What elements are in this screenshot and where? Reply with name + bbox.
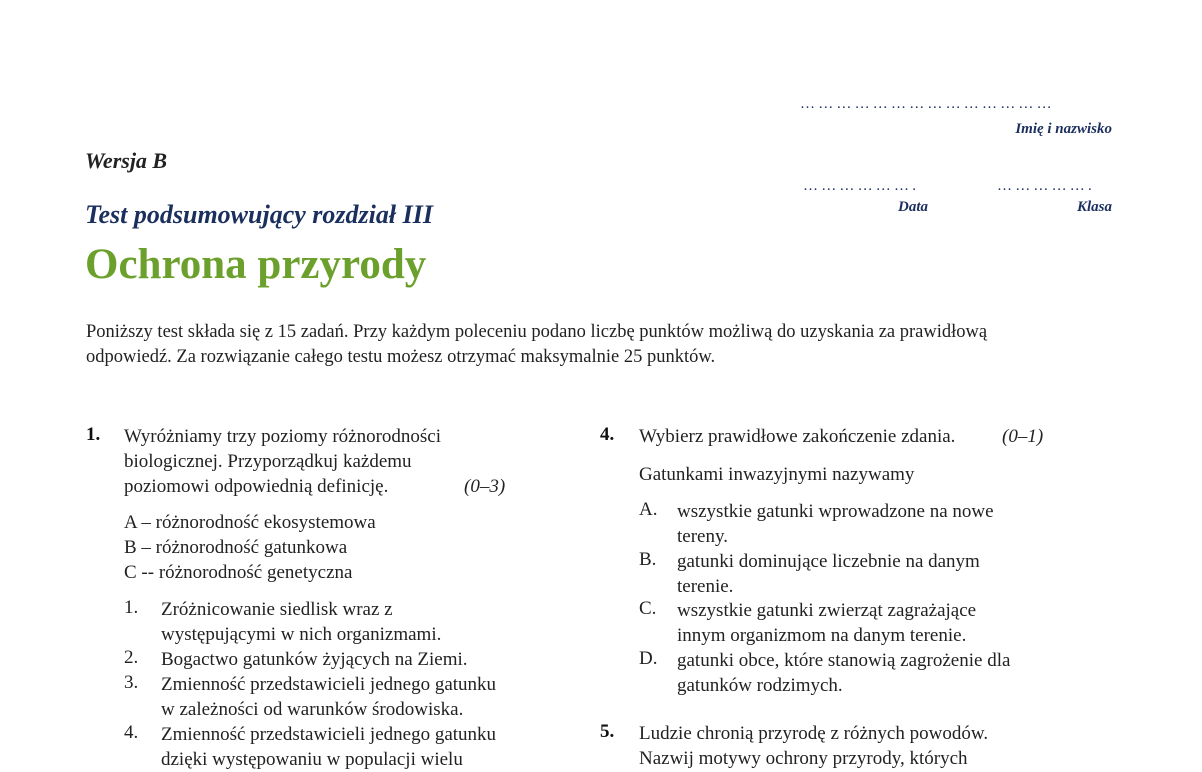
question-1-text: poziomowi odpowiednią definicję.: [124, 476, 389, 497]
question-1-item-number: 1.: [124, 597, 139, 618]
question-5-number: 5.: [600, 721, 615, 742]
question-1-item-number: 3.: [124, 672, 139, 693]
question-1-item-number: 4.: [124, 722, 139, 743]
question-4-option-text: wszystkie gatunki zwierząt zagrażające: [677, 600, 977, 621]
question-1-number: 1.: [86, 424, 101, 445]
test-subtitle: Test podsumowujący rozdział III: [85, 200, 433, 229]
question-4-option-text: gatunków rodzimych.: [677, 675, 843, 696]
name-dotted-line[interactable]: ……………………………………: [800, 96, 1055, 112]
question-1-item-text: dzięki występowaniu w populacji wielu: [161, 749, 463, 770]
question-1-points: (0–3): [464, 476, 506, 497]
question-4-number: 4.: [600, 424, 615, 445]
question-1-option: A – różnorodność ekosystemowa: [124, 512, 376, 533]
class-label: Klasa: [1076, 199, 1112, 215]
question-4-points: (0–1): [1002, 426, 1044, 447]
question-1-item-text: Bogactwo gatunków żyjących na Ziemi.: [161, 649, 468, 670]
question-4-text: Wybierz prawidłowe zakończenie zdania.: [639, 426, 956, 447]
question-1-item-text: Zmienność przedstawicieli jednego gatunku: [161, 724, 497, 745]
question-1-text: Wyróżniamy trzy poziomy różnorodności: [124, 426, 442, 447]
question-1-item-text: występującymi w nich organizmami.: [161, 624, 442, 645]
class-dotted-line[interactable]: …………….: [997, 178, 1095, 194]
intro-paragraph: Poniższy test składa się z 15 zadań. Przy każdym poleceniu podano liczbę punktów możliwą do uzyskania za prawidłową odpowiedź. Za rozwiązanie całego testu możesz otrzymać maksymalnie 25 punktów.: [86, 322, 988, 367]
question-4-option-letter: C.: [639, 598, 657, 619]
question-4-option-text: tereny.: [677, 526, 728, 547]
question-1-text: biologicznej. Przyporządkuj każdemu: [124, 451, 412, 472]
question-4-option-text: gatunki obce, które stanowią zagrożenie dla: [677, 650, 1011, 671]
question-4-option-text: wszystkie gatunki wprowadzone na nowe: [677, 501, 994, 522]
question-5-text: Ludzie chronią przyrodę z różnych powodów.: [639, 723, 989, 744]
question-1-option: C -- różnorodność genetyczna: [124, 562, 353, 583]
question-4-option-text: terenie.: [677, 576, 734, 597]
test-title: Ochrona przyrody: [85, 241, 427, 288]
question-4-option-text: gatunki dominujące liczebnie na danym: [677, 551, 980, 572]
question-1-item-text: Zmienność przedstawicieli jednego gatunku: [161, 674, 497, 695]
question-4-option-text: innym organizmom na danym terenie.: [677, 625, 967, 646]
question-4-option-letter: A.: [639, 499, 658, 520]
question-4-option-letter: D.: [639, 648, 658, 669]
question-4-option-letter: B.: [639, 549, 657, 570]
version-label: Wersja B: [85, 148, 168, 173]
name-label: Imię i nazwisko: [1015, 121, 1112, 137]
date-dotted-line[interactable]: ……………….: [803, 178, 920, 194]
question-4-stem: Gatunkami inwazyjnymi nazywamy: [639, 464, 915, 485]
question-1-item-text: w zależności od warunków środowiska.: [161, 699, 464, 720]
question-5-text: Nazwij motywy ochrony przyrody, których: [639, 748, 968, 769]
question-1-option: B – różnorodność gatunkowa: [124, 537, 348, 558]
question-1-item-text: Zróżnicowanie siedlisk wraz z: [161, 599, 393, 620]
date-label: Data: [898, 199, 928, 215]
question-1-item-number: 2.: [124, 647, 139, 668]
